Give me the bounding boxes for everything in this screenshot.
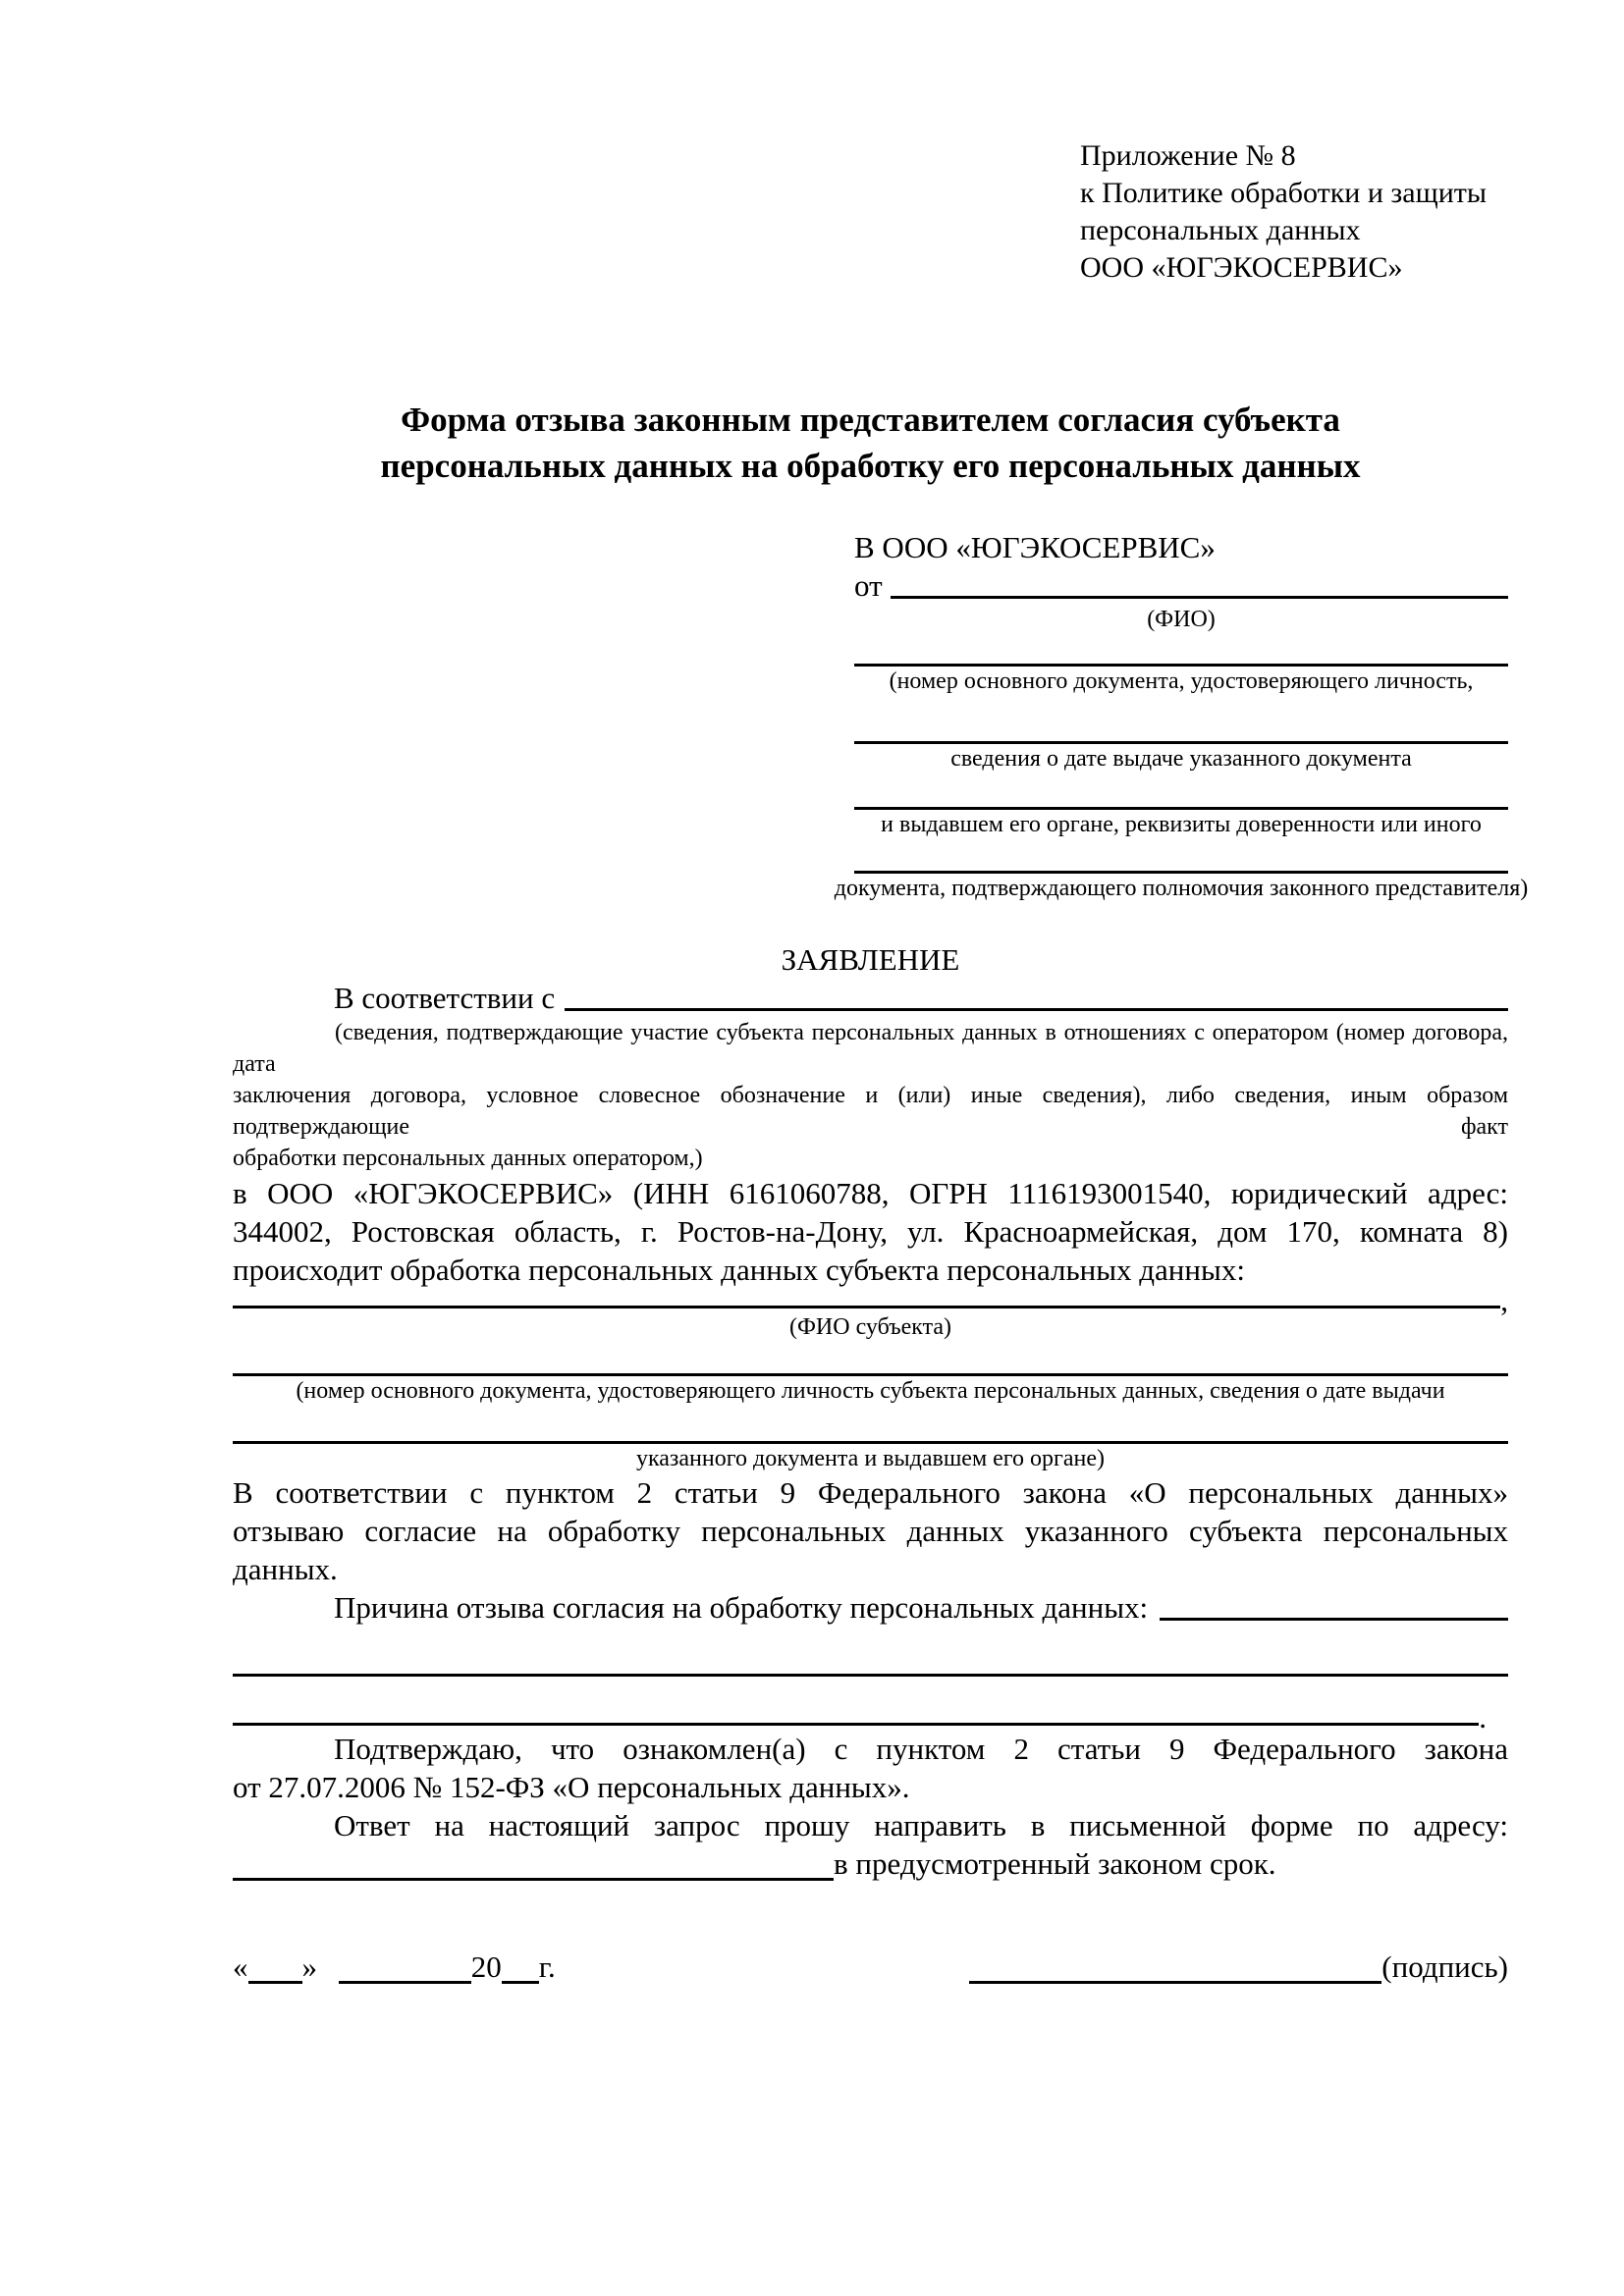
reason-row [233, 1588, 1508, 1627]
applicant-document-field-1[interactable] [854, 634, 1508, 667]
reply-address-field[interactable] [233, 1878, 834, 1881]
date-year-prefix: 20 [470, 1949, 502, 1984]
from-row [854, 566, 1508, 605]
withdrawal-paragraph [233, 1473, 1508, 1588]
appendix-line: персональных данных [1080, 214, 1361, 246]
title-line-2: персональных данных на обработку его персональных данных [380, 447, 1361, 485]
note-line: обработки персональных данных оператором,) [233, 1146, 703, 1171]
reason-field[interactable] [1160, 1618, 1508, 1621]
from-label: от [854, 568, 883, 603]
reply-line-2-text: в предусмотренный законом срок. [834, 1846, 1276, 1881]
signature-field[interactable] [969, 1981, 1381, 1984]
date-day-field[interactable] [248, 1981, 302, 1984]
applicant-document-field-4[interactable] [854, 839, 1508, 874]
recipient-org: В ООО «ЮГЭКОСЕРВИС» [854, 530, 1216, 564]
accordance-row [233, 979, 1508, 1017]
subject-document-field-2[interactable] [233, 1406, 1508, 1444]
reason-continuation-field-1[interactable] [233, 1627, 1508, 1677]
subject-doc-caption-2: указанного документа и выдавшем его органе) [635, 1446, 1106, 1471]
signature-group [969, 1948, 1508, 1986]
applicant-document-field-3[interactable] [854, 774, 1508, 810]
applicant-document-field-2[interactable] [854, 696, 1508, 744]
confirmation-line: от 27.07.2006 № 152-ФЗ «О персональных данных». [233, 1770, 910, 1804]
signature-caption: (подпись) [1381, 1949, 1508, 1984]
accordance-label: В соответствии с [334, 981, 556, 1015]
accordance-field[interactable] [565, 1008, 1508, 1011]
confirmation-paragraph [233, 1730, 1508, 1806]
appendix-line: Приложение № 8 [1080, 139, 1296, 172]
date-open-quote: « [233, 1949, 248, 1984]
operator-line: 344002, Ростовская область, г. Ростов-на-Дону, ул. Красноармейская, дом 170, комната 8) [233, 1214, 1508, 1249]
date-month-field[interactable] [339, 1981, 471, 1984]
withdrawal-line: данных. [233, 1552, 338, 1586]
recipient-block [834, 528, 1529, 903]
appendix-line: ООО «ЮГЭКОСЕРВИС» [1080, 251, 1403, 284]
operator-paragraph [233, 1174, 1508, 1289]
subject-name-row [233, 1283, 1508, 1317]
field-caption-1: (номер основного документа, удостоверяющего личность, [889, 668, 1474, 694]
accordance-note [233, 1017, 1508, 1174]
fio-caption: (ФИО) [1147, 607, 1216, 632]
trailing-period: . [1479, 1700, 1487, 1735]
date-year-field[interactable] [502, 1981, 539, 1984]
appendix-line: к Политике обработки и защиты [1080, 177, 1488, 209]
applicant-name-field[interactable] [891, 596, 1508, 599]
withdrawal-line: отзываю согласие на обработку персональных данных указанного субъекта персональных [233, 1514, 1508, 1548]
reason-label: Причина отзыва согласия на обработку персональных данных: [334, 1590, 1149, 1625]
subject-document-field-1[interactable] [233, 1342, 1508, 1376]
field-caption-3: и выдавшем его органе, реквизиты доверенности или иного [881, 812, 1482, 837]
subject-name-field[interactable] [233, 1306, 1500, 1308]
reply-line-2 [233, 1844, 1508, 1883]
reason-continuation-row-2 [233, 1700, 1487, 1735]
trailing-comma: , [1500, 1283, 1508, 1317]
document-title [233, 397, 1508, 489]
date-close-quote: » [301, 1949, 317, 1984]
footer-row [233, 1948, 1508, 1986]
reason-continuation-field-2[interactable] [233, 1723, 1479, 1726]
subject-doc-caption-1: (номер основного документа, удостоверяющего личность субъекта персональных данных, сведения о дате выдачи [296, 1378, 1445, 1404]
operator-line: в ООО «ЮГЭКОСЕРВИС» (ИНН 6161060788, ОГРН 1116193001540, юридический адрес: [233, 1176, 1508, 1210]
date-group [233, 1948, 556, 1986]
operator-line: происходит обработка персональных данных субъекта персональных данных: [233, 1253, 1245, 1287]
title-line-1: Форма отзыва законным представителем согласия субъекта [401, 400, 1340, 439]
subject-fio-caption: (ФИО субъекта) [788, 1314, 952, 1340]
confirmation-line: Подтверждаю, что ознакомлен(а) с пунктом 2 статьи 9 Федерального закона [334, 1732, 1508, 1766]
reply-line-1: Ответ на настоящий запрос прошу направить в письменной форме по адресу: [334, 1808, 1508, 1842]
note-line: заключения договора, условное словесное обозначение и (или) иные сведения), либо сведения, иным образом подтверждающие факт [233, 1083, 1508, 1140]
date-year-suffix: г. [538, 1949, 556, 1984]
reply-paragraph [233, 1806, 1508, 1883]
field-caption-4: документа, подтверждающего полномочия законного представителя) [834, 876, 1529, 901]
note-line: (сведения, подтверждающие участие субъекта персональных данных в отношениях с оператором (номер договора, дата [233, 1020, 1508, 1077]
withdrawal-line: В соответствии с пунктом 2 статьи 9 Федерального закона «О персональных данных» [233, 1475, 1508, 1510]
appendix-block [1080, 137, 1508, 287]
statement-heading: ЗАЯВЛЕНИЕ [781, 942, 960, 977]
field-caption-2: сведения о дате выдаче указанного документа [950, 746, 1412, 772]
